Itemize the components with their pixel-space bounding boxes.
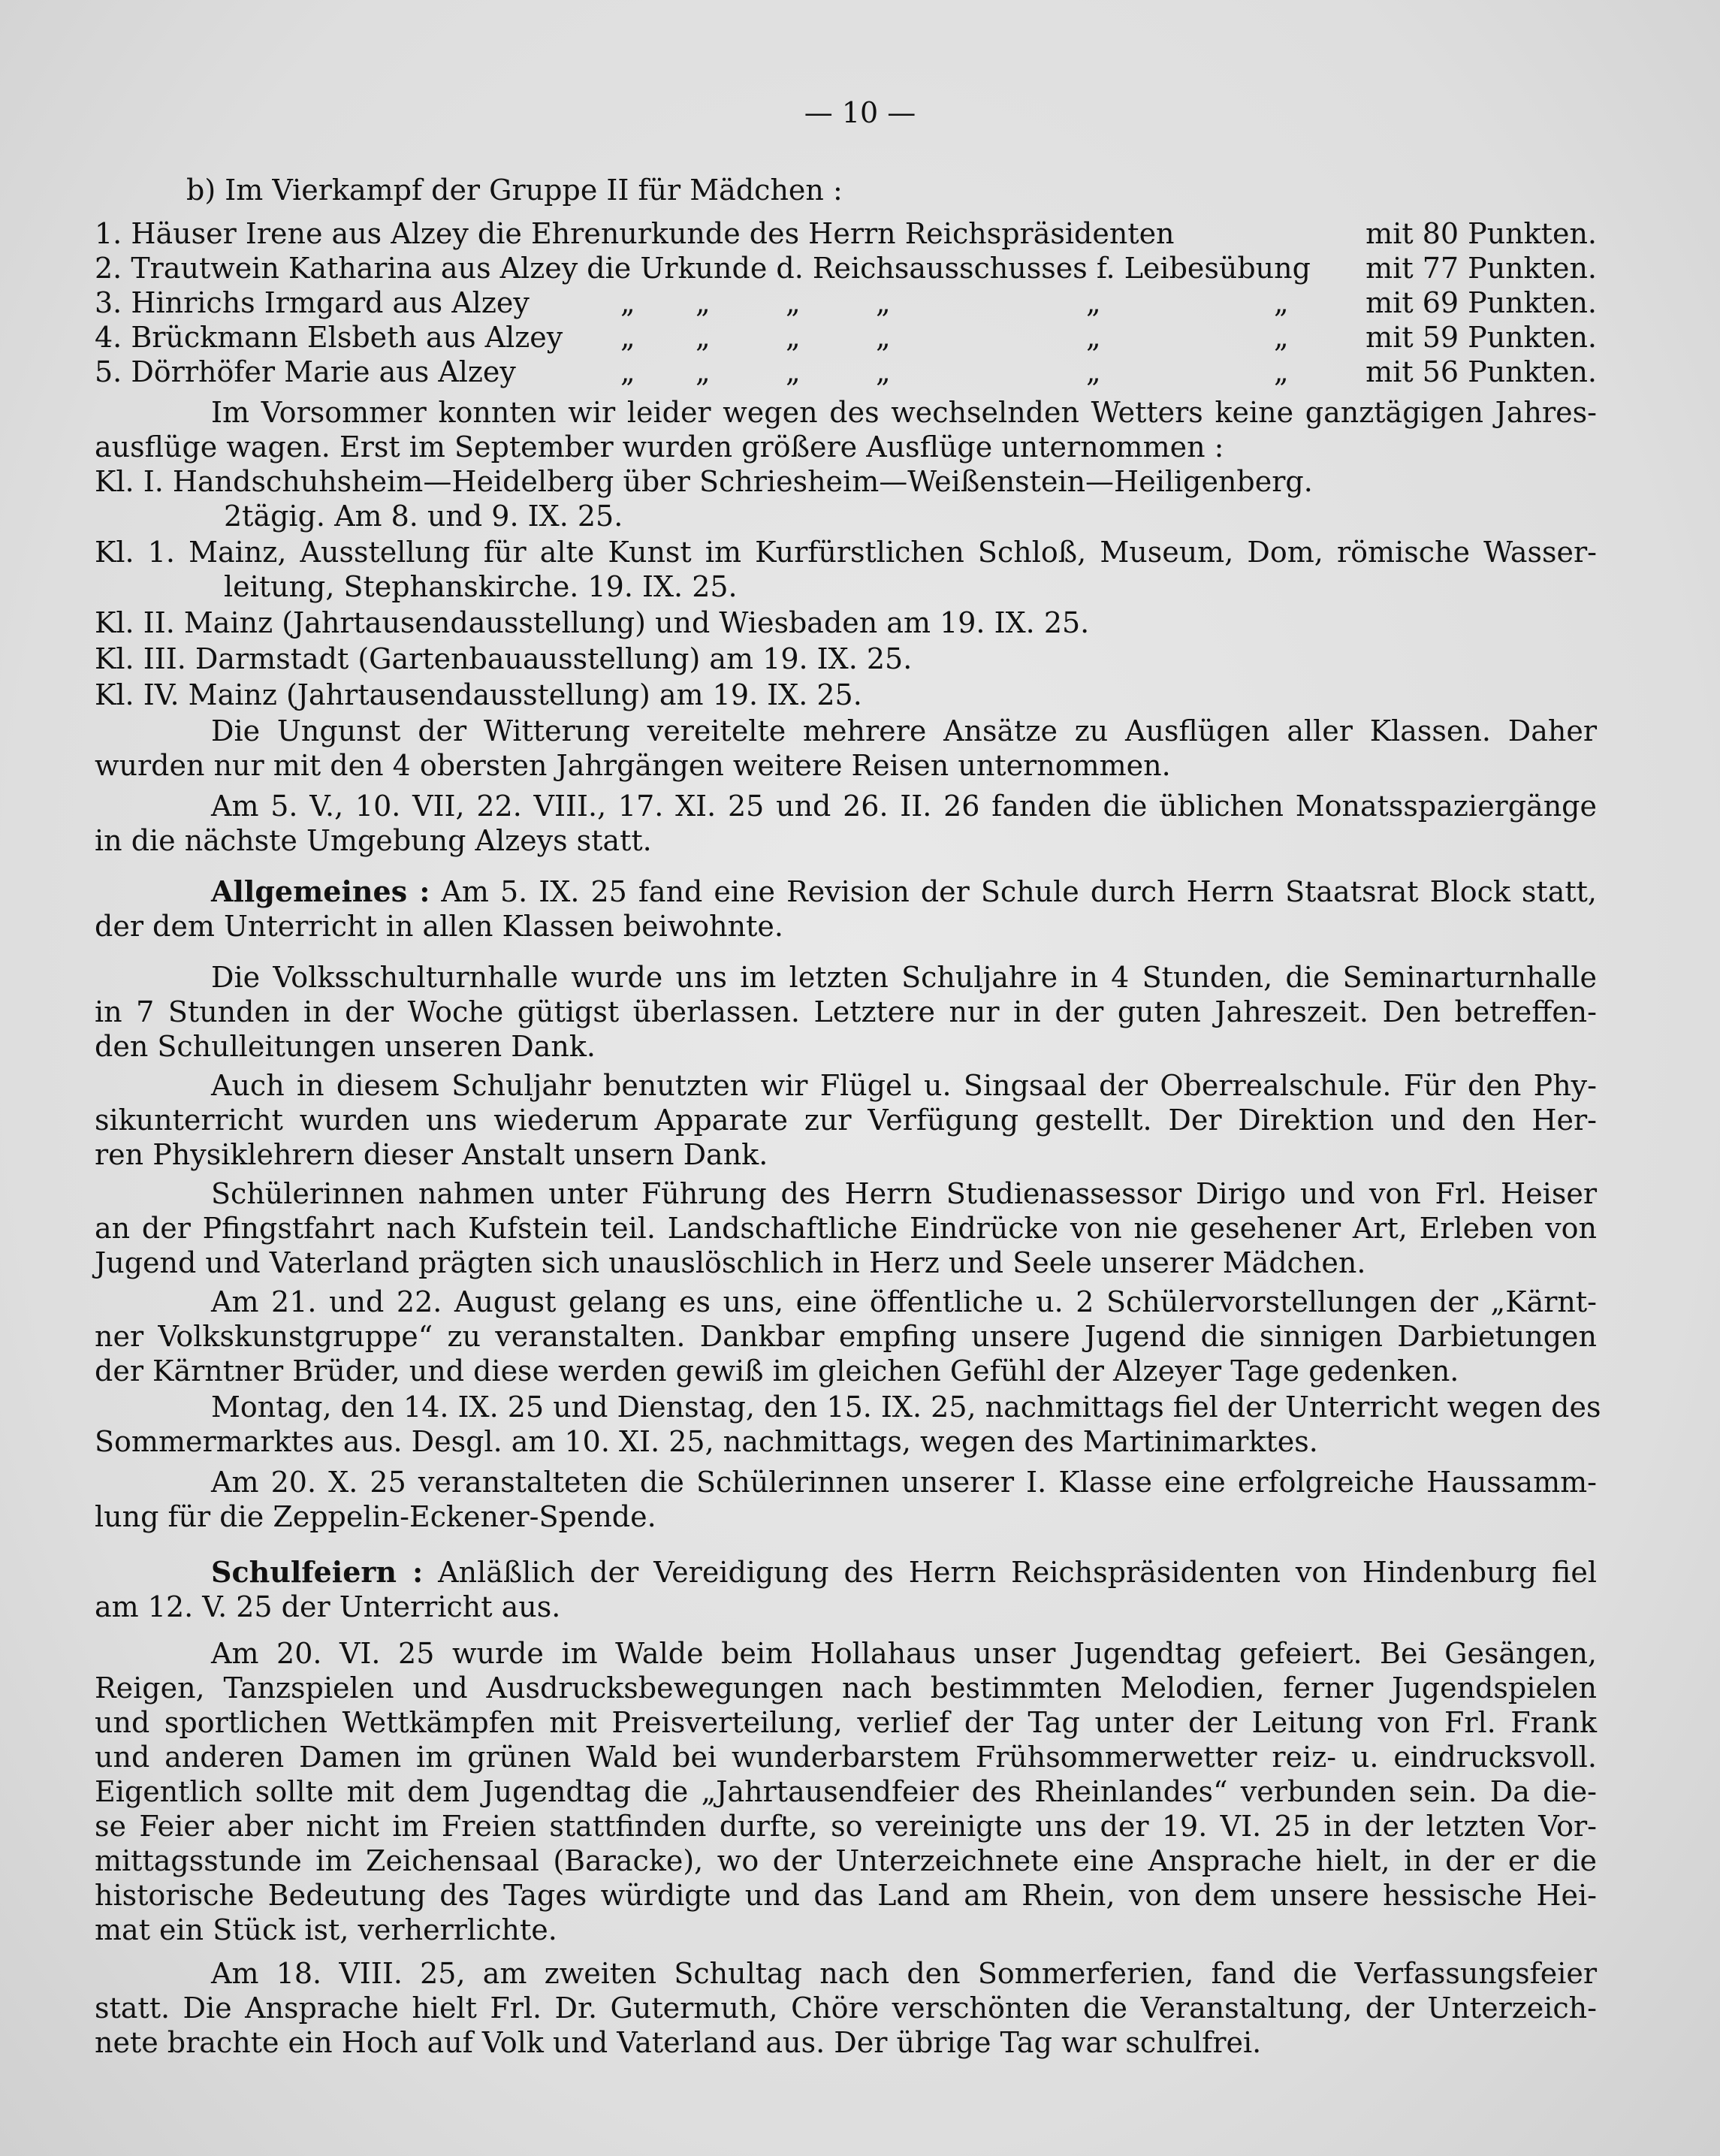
competition-heading: b) Im Vierkampf der Gruppe II für Mädchen : [186, 174, 843, 207]
text-line: Montag, den 14. IX. 25 und Dienstag, den 15. IX. 25, nachmittags fiel der Unterricht wegen des [211, 1391, 1601, 1424]
page-number: — 10 — [804, 96, 916, 129]
ditto-mark: „ [1274, 286, 1289, 319]
result-points: mit 77 Punkten. [1365, 252, 1597, 285]
ditto-mark: „ [1086, 321, 1101, 354]
ditto-mark: „ [620, 286, 635, 319]
result-text: 4. Brückmann Elsbeth aus Alzey [95, 321, 563, 354]
ditto-mark: „ [1274, 321, 1289, 354]
general-paragraph [95, 874, 1597, 909]
text-line: in 7 Stunden in der Woche gütigst überlassen. Letztere nur in der guten Jahreszeit. Den betreffen- [95, 995, 1597, 1028]
text-line: in die nächste Umgebung Alzeys statt. [95, 824, 652, 857]
text-line: Die Ungunst der Witterung vereitelte mehrere Ansätze zu Ausflügen aller Klassen. Daher [211, 714, 1597, 747]
text-line: und anderen Damen im grünen Wald bei wunderbarstem Frühsommerwetter reiz- u. eindrucksvoll. [95, 1741, 1597, 1774]
text-line: nete brachte ein Hoch auf Volk und Vaterland aus. Der übrige Tag war schulfrei. [95, 2026, 1262, 2059]
text-line: ren Physiklehrern dieser Anstalt unsern Dank. [95, 1138, 768, 1171]
text-line: Reigen, Tanzspielen und Ausdrucksbewegungen nach bestimmten Melodien, ferner Jugendspielen [95, 1671, 1597, 1705]
text-line: Am 21. und 22. August gelang es uns, eine öffentliche u. 2 Schülervorstellungen der „Kärnt- [211, 1285, 1597, 1318]
text-line: mittagsstunde im Zeichensaal (Baracke), wo der Unterzeichnete eine Ansprache hielt, in der er die [95, 1844, 1597, 1877]
ditto-mark: „ [876, 321, 891, 354]
celebrations-paragraph [95, 1555, 1597, 1590]
text-line: am 12. V. 25 der Unterricht aus. [95, 1590, 561, 1623]
result-text: 1. Häuser Irene aus Alzey die Ehrenurkunde des Herrn Reichspräsidenten [95, 217, 1175, 250]
text-line: statt. Die Ansprache hielt Frl. Dr. Gutermuth, Chöre verschönten die Veranstaltung, der Unterzeich- [95, 1991, 1597, 2025]
ditto-mark: „ [696, 286, 711, 319]
text-line: lung für die Zeppelin-Eckener-Spende. [95, 1500, 656, 1533]
text-line: Am 20. VI. 25 wurde im Walde beim Hollahaus unser Jugendtag gefeiert. Bei Gesängen, [211, 1637, 1597, 1670]
result-points: mit 56 Punkten. [1365, 355, 1597, 388]
text-line: den Schulleitungen unseren Dank. [95, 1030, 596, 1063]
text-line: Am 5. V., 10. VII, 22. VIII., 17. XI. 25 und 26. II. 26 fanden die üblichen Monatsspaziergänge [211, 790, 1597, 823]
result-points: mit 69 Punkten. [1365, 286, 1597, 319]
text-line: Schülerinnen nahmen unter Führung des Herrn Studienassessor Dirigo und von Frl. Heiser [211, 1177, 1597, 1210]
text-line: Sommermarktes aus. Desgl. am 10. XI. 25, nachmittags, wegen des Martinimarktes. [95, 1425, 1318, 1458]
text-line: Die Volksschulturnhalle wurde uns im letzten Schuljahre in 4 Stunden, die Seminarturnhalle [211, 961, 1597, 994]
text-line: 2tägig. Am 8. und 9. IX. 25. [224, 500, 623, 533]
ditto-mark: „ [786, 321, 801, 354]
text-line: Im Vorsommer konnten wir leider wegen des wechselnden Wetters keine ganztägigen Jahres- [211, 396, 1597, 429]
excursion-class-2: Kl. II. Mainz (Jahrtausendausstellung) und Wiesbaden am 19. IX. 25. [95, 606, 1090, 639]
ditto-mark: „ [786, 355, 801, 388]
result-text: 2. Trautwein Katharina aus Alzey die Urkunde d. Reichsausschusses f. Leibesübung [95, 252, 1311, 285]
text-line: Jugend und Vaterland prägten sich unauslöschlich in Herz und Seele unserer Mädchen. [95, 1246, 1366, 1279]
text-line: ausflüge wagen. Erst im September wurden größere Ausflüge unternommen : [95, 430, 1224, 464]
text-line: der dem Unterricht in allen Klassen beiwohnte. [95, 910, 783, 943]
text-span: Am 5. IX. 25 fand eine Revision der Schule durch Herrn Staatsrat Block statt, [441, 875, 1597, 908]
result-points: mit 59 Punkten. [1365, 321, 1597, 354]
text-line: ner Volkskunstgruppe“ zu veranstalten. Dankbar empfing unsere Jugend die sinnigen Darbietungen [95, 1320, 1597, 1353]
excursion-class-3: Kl. III. Darmstadt (Gartenbauausstellung) am 19. IX. 25. [95, 642, 913, 675]
ditto-mark: „ [876, 286, 891, 319]
section-label-general: Allgemeines : [211, 874, 430, 908]
ditto-mark: „ [876, 355, 891, 388]
ditto-mark: „ [620, 355, 635, 388]
ditto-mark: „ [1086, 355, 1101, 388]
text-line: leitung, Stephanskirche. 19. IX. 25. [224, 570, 738, 603]
text-line: Auch in diesem Schuljahr benutzten wir Flügel u. Singsaal der Oberrealschule. Für den Phy- [211, 1069, 1597, 1102]
result-text: 5. Dörrhöfer Marie aus Alzey [95, 355, 516, 388]
text-line: der Kärntner Brüder, und diese werden gewiß im gleichen Gefühl der Alzeyer Tage gedenken. [95, 1354, 1459, 1388]
ditto-mark: „ [696, 355, 711, 388]
text-line: und sportlichen Wettkämpfen mit Preisverteilung, verlief der Tag unter der Leitung von Frl. Frank [95, 1706, 1597, 1739]
excursion-class-4: Kl. IV. Mainz (Jahrtausendausstellung) am 19. IX. 25. [95, 678, 862, 711]
ditto-mark: „ [620, 321, 635, 354]
ditto-mark: „ [1274, 355, 1289, 388]
ditto-mark: „ [786, 286, 801, 319]
excursion-class-1: Kl. I. Handschuhsheim—Heidelberg über Schriesheim—Weißenstein—Heiligenberg. [95, 465, 1313, 498]
text-line: Am 20. X. 25 veranstalteten die Schülerinnen unserer I. Klasse eine erfolgreiche Haussamm- [211, 1466, 1597, 1499]
excursion-class-1b: Kl. 1. Mainz, Ausstellung für alte Kunst im Kurfürstlichen Schloß, Museum, Dom, römische Wasser- [95, 536, 1597, 569]
text-line: an der Pfingstfahrt nach Kufstein teil. Landschaftliche Eindrücke von nie gesehener Art, Erleben von [95, 1212, 1597, 1245]
result-points: mit 80 Punkten. [1365, 217, 1597, 250]
text-line: se Feier aber nicht im Freien stattfinden durfte, so vereinigte uns der 19. VI. 25 in der letzten Vor- [95, 1810, 1597, 1843]
ditto-mark: „ [1086, 286, 1101, 319]
section-label-celebrations: Schulfeiern : [211, 1555, 424, 1589]
text-line: historische Bedeutung des Tages würdigte und das Land am Rhein, von dem unsere hessische Hei- [95, 1879, 1597, 1912]
text-line: sikunterricht wurden uns wiederum Apparate zur Verfügung gestellt. Der Direktion und den Her- [95, 1104, 1597, 1137]
text-line: Am 18. VIII. 25, am zweiten Schultag nach den Sommerferien, fand die Verfassungsfeier [211, 1957, 1597, 1990]
text-line: wurden nur mit den 4 obersten Jahrgängen weitere Reisen unternommen. [95, 749, 1171, 782]
ditto-mark: „ [696, 321, 711, 354]
result-text: 3. Hinrichs Irmgard aus Alzey [95, 286, 530, 319]
text-span: Anläßlich der Vereidigung des Herrn Reichspräsidenten von Hindenburg fiel [438, 1556, 1597, 1589]
text-line: Eigentlich sollte mit dem Jugendtag die „Jahrtausendfeier des Rheinlandes“ verbunden sein. Da die- [95, 1775, 1597, 1808]
text-line: mat ein Stück ist, verherrlichte. [95, 1913, 557, 1946]
